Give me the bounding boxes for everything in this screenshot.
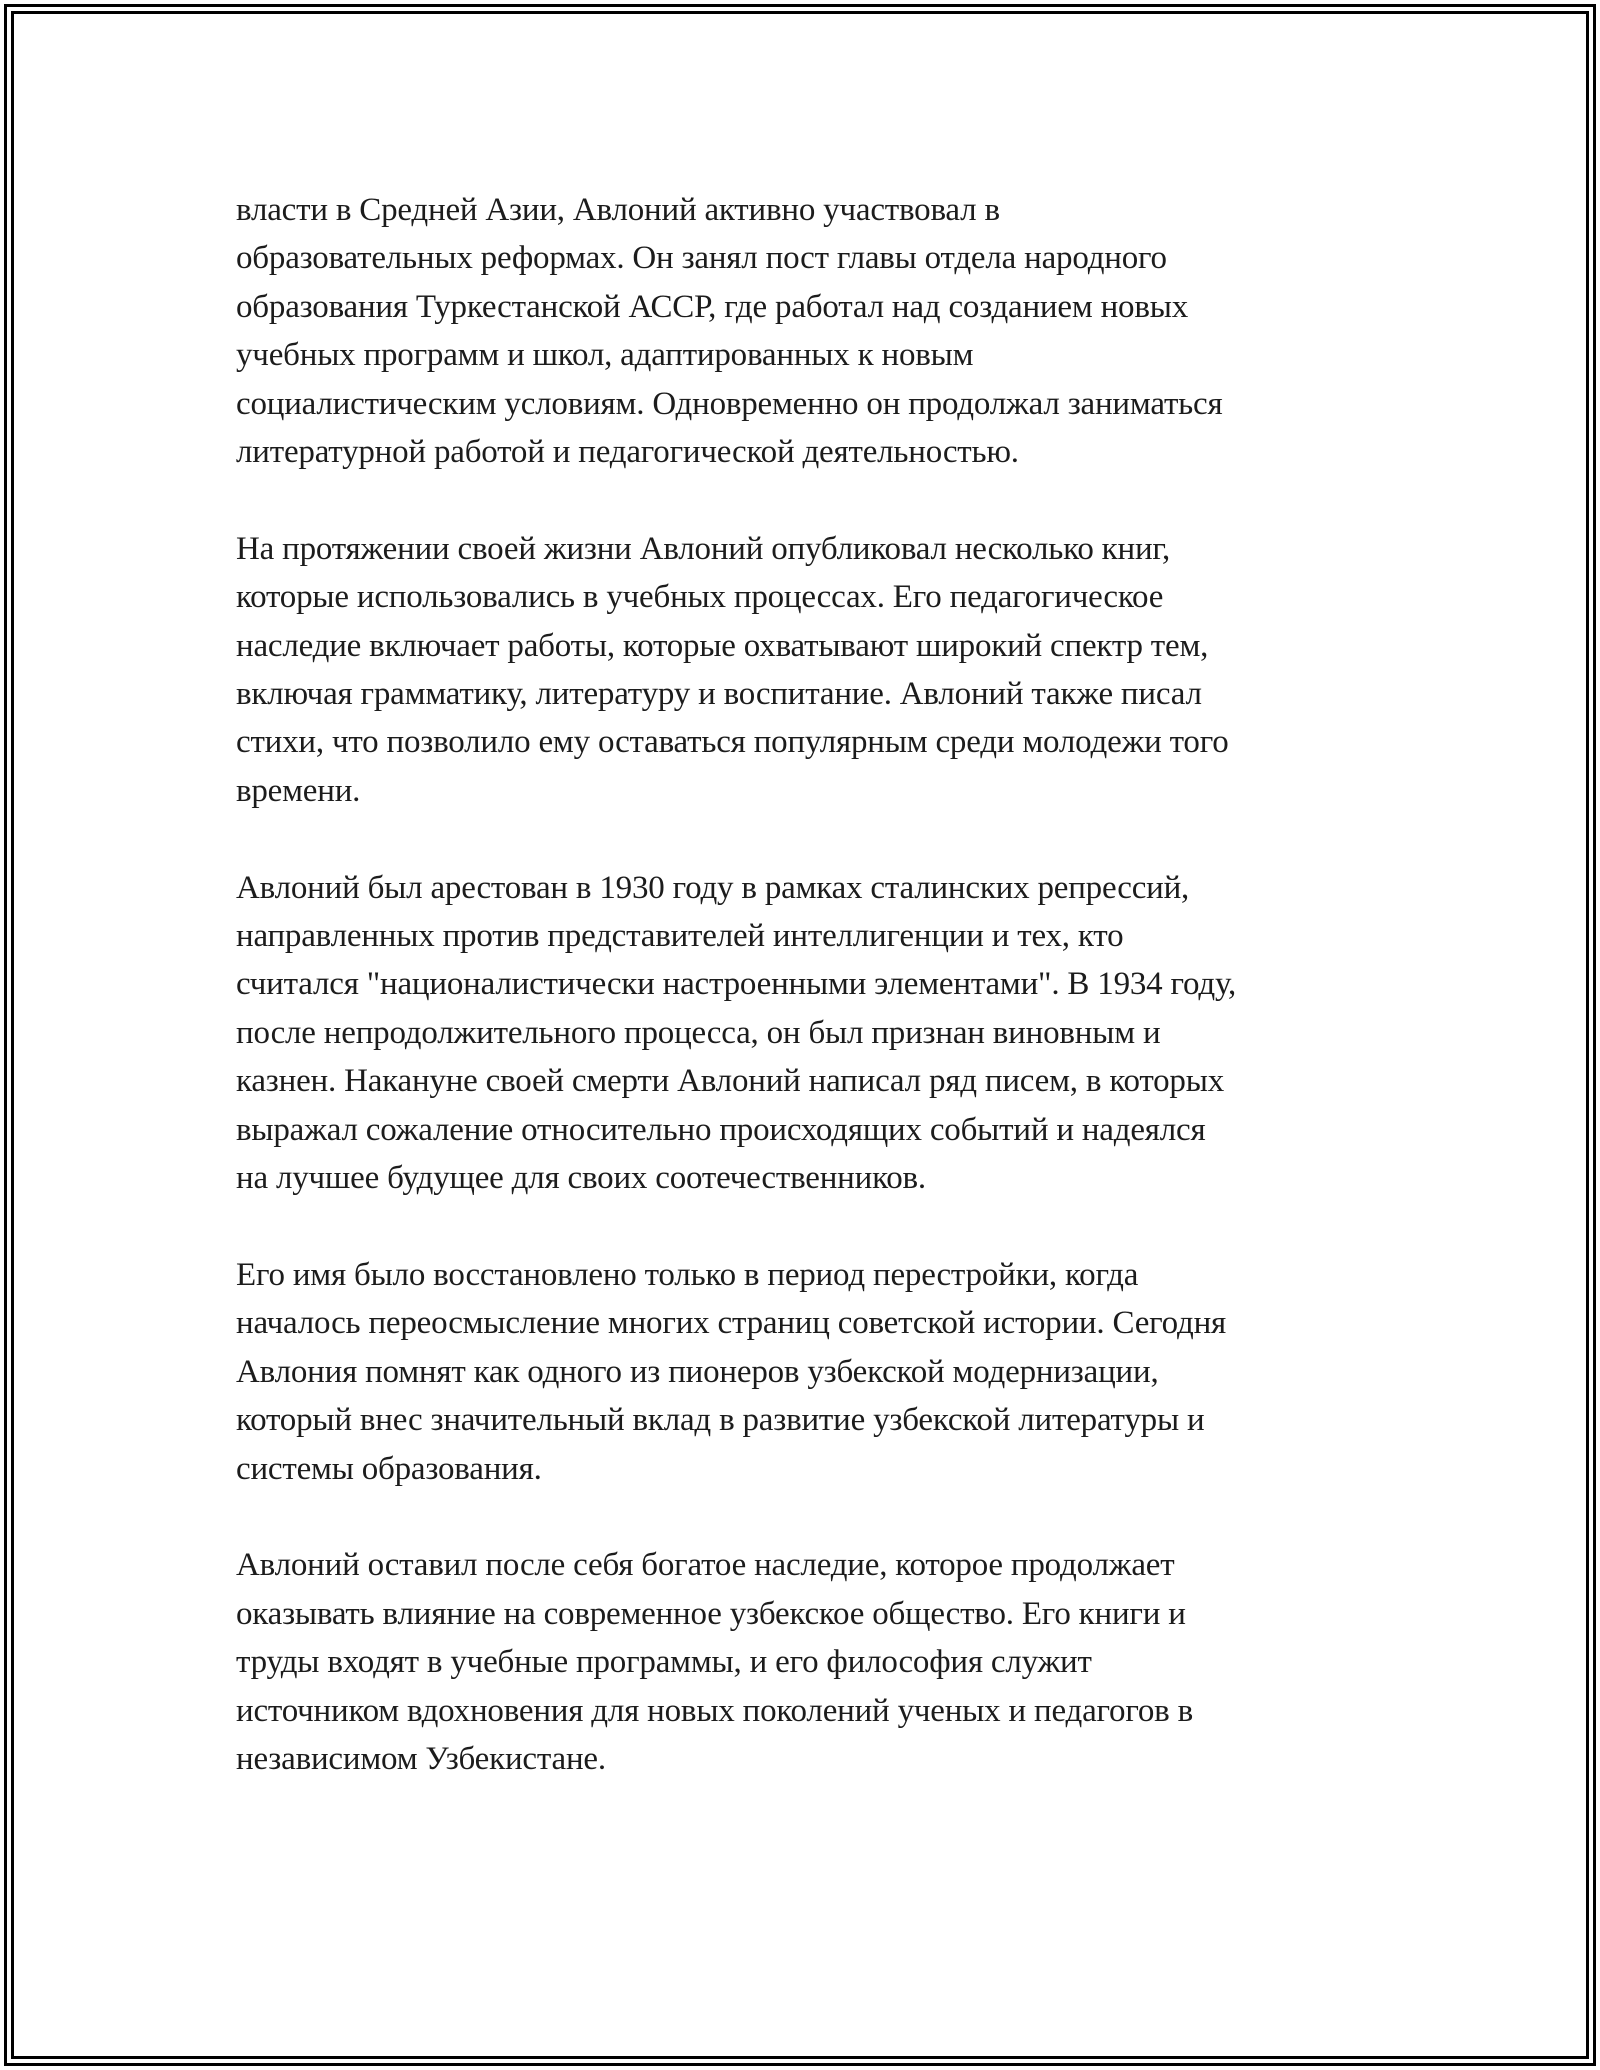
document-body [236, 186, 1366, 1832]
text-line: включая грамматику, литературу и воспитание. Авлоний также писал [236, 676, 1202, 713]
text-line: образования Туркестанской АССР, где работал над созданием новых [236, 288, 1188, 325]
text-line: На протяжении своей жизни Авлоний опубликовал несколько книг, [236, 530, 1171, 567]
text-line: на лучшее будущее для своих соотечественников. [236, 1160, 926, 1197]
text-line: стихи, что позволило ему оставаться популярным среди молодежи того [236, 724, 1229, 761]
text-line: выражал сожаление относительно происходящих событий и надеялся [236, 1111, 1206, 1148]
text-line: казнен. Накануне своей смерти Авлоний написал ряд писем, в которых [236, 1063, 1224, 1100]
text-line: учебных программ и школ, адаптированных к новым [236, 337, 974, 374]
text-line: считался "националистически настроенными элементами". В 1934 году, [236, 966, 1237, 1003]
text-line: Авлония помнят как одного из пионеров узбекской модернизации, [236, 1353, 1159, 1390]
paragraph-2 [236, 525, 1366, 815]
text-line: направленных против представителей интеллигенции и тех, кто [236, 918, 1124, 955]
text-line: Авлоний оставил после себя богатое наследие, которое продолжает [236, 1547, 1175, 1584]
text-line: независимом Узбекистане. [236, 1740, 606, 1777]
text-line: после непродолжительного процесса, он был признан виновным и [236, 1014, 1161, 1051]
text-line: власти в Средней Азии, Авлоний активно участвовал в [236, 192, 1000, 228]
text-line: литературной работой и педагогической деятельностью. [236, 434, 1019, 471]
paragraph-5 [236, 1541, 1366, 1783]
text-line: началось переосмысление многих страниц советской истории. Сегодня [236, 1305, 1227, 1342]
text-line: социалистическим условиям. Одновременно он продолжал заниматься [236, 385, 1223, 422]
text-line: Авлоний был арестован в 1930 году в рамках сталинских репрессий, [236, 869, 1190, 906]
text-line: который внес значительный вклад в развитие узбекской литературы и [236, 1402, 1205, 1439]
text-line: времени. [236, 772, 361, 809]
paragraph-1 [236, 186, 1366, 476]
text-line: труды входят в учебные программы, и его философия служит [236, 1644, 1092, 1681]
text-line: наследие включает работы, которые охватывают широкий спектр тем, [236, 627, 1209, 664]
text-line: источником вдохновения для новых поколений ученых и педагогов в [236, 1692, 1193, 1729]
text-line: образовательных реформах. Он занял пост главы отдела народного [236, 240, 1167, 277]
paragraph-4 [236, 1251, 1366, 1493]
text-line: которые использовались в учебных процессах. Его педагогическое [236, 579, 1164, 616]
text-line: Его имя было восстановлено только в период перестройки, когда [236, 1256, 1139, 1293]
paragraph-3 [236, 864, 1366, 1203]
text-line: системы образования. [236, 1450, 542, 1487]
text-line: оказывать влияние на современное узбекское общество. Его книги и [236, 1595, 1186, 1632]
